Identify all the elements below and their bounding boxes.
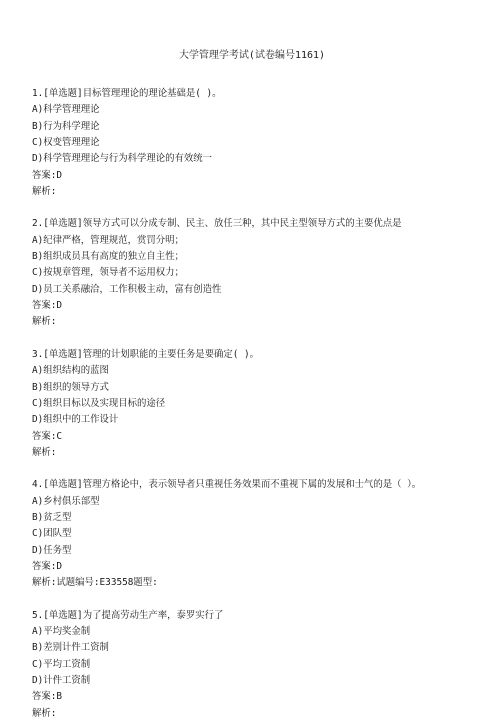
option-d: D)员工关系融洽，工作积极主动，富有创造性 <box>32 283 222 295</box>
option-a: A)平均奖金制 <box>32 625 91 637</box>
answer: 答案:D <box>32 169 63 181</box>
analysis: 解析: <box>32 707 57 719</box>
answer: 答案:D <box>32 560 63 572</box>
question-1 <box>32 86 492 200</box>
question-stem: 3.[单选题]管理的计划职能的主要任务是要确定( )。 <box>32 348 260 360</box>
option-a: A)乡村俱乐部型 <box>32 495 100 507</box>
question-stem: 4.[单选题]管理方格论中，表示领导者只重视任务效果而不重视下属的发展和士气的是（ ）。 <box>32 479 422 491</box>
option-a: A)科学管理理论 <box>32 104 100 116</box>
question-3 <box>32 347 492 461</box>
question-4 <box>32 477 492 591</box>
analysis: 解析: <box>32 186 57 198</box>
option-a: A)组织结构的蓝图 <box>32 365 109 377</box>
analysis: 解析: <box>32 316 57 328</box>
document-title: 大学管理学考试(试卷编号1161) <box>178 50 326 61</box>
question-5 <box>32 608 492 722</box>
question-stem: 5.[单选题]为了提高劳动生产率，泰罗实行了 <box>32 609 224 621</box>
analysis: 解析:试题编号:E33558题型: <box>32 577 158 589</box>
question-list <box>32 86 492 722</box>
option-d: D)计件工资制 <box>32 675 91 686</box>
question-stem: 2.[单选题]领导方式可以分成专制、民主、放任三种，其中民主型领导方式的主要优点是 <box>32 218 402 230</box>
option-b: B)组织成员具有高度的独立自主性； <box>32 251 184 263</box>
analysis: 解析: <box>32 446 57 458</box>
question-stem: 1.[单选题]目标管理理论的理论基础是( )。 <box>32 88 222 99</box>
option-d: D)任务型 <box>32 544 72 556</box>
answer: 答案:C <box>32 430 63 442</box>
answer: 答案:D <box>32 300 63 312</box>
answer: 答案:B <box>32 691 63 703</box>
option-c: C)权变管理理论 <box>32 137 100 149</box>
option-d: D)组织中的工作设计 <box>32 414 119 426</box>
option-b: B)组织的领导方式 <box>32 381 109 393</box>
option-c: C)平均工资制 <box>32 658 91 670</box>
option-d: D)科学管理理论与行为科学理论的有效统一 <box>32 153 213 165</box>
option-a: A)纪律严格，管理规范，赏罚分明； <box>32 234 184 246</box>
option-b: B)行为科学理论 <box>32 120 100 132</box>
option-b: B)贫乏型 <box>32 511 72 523</box>
option-c: C)按规章管理，领导者不运用权力； <box>32 267 184 279</box>
option-c: C)团队型 <box>32 528 72 540</box>
option-c: C)组织目标以及实现目标的途径 <box>32 397 166 409</box>
option-b: B)差别计件工资制 <box>32 642 109 654</box>
question-2 <box>32 216 492 330</box>
